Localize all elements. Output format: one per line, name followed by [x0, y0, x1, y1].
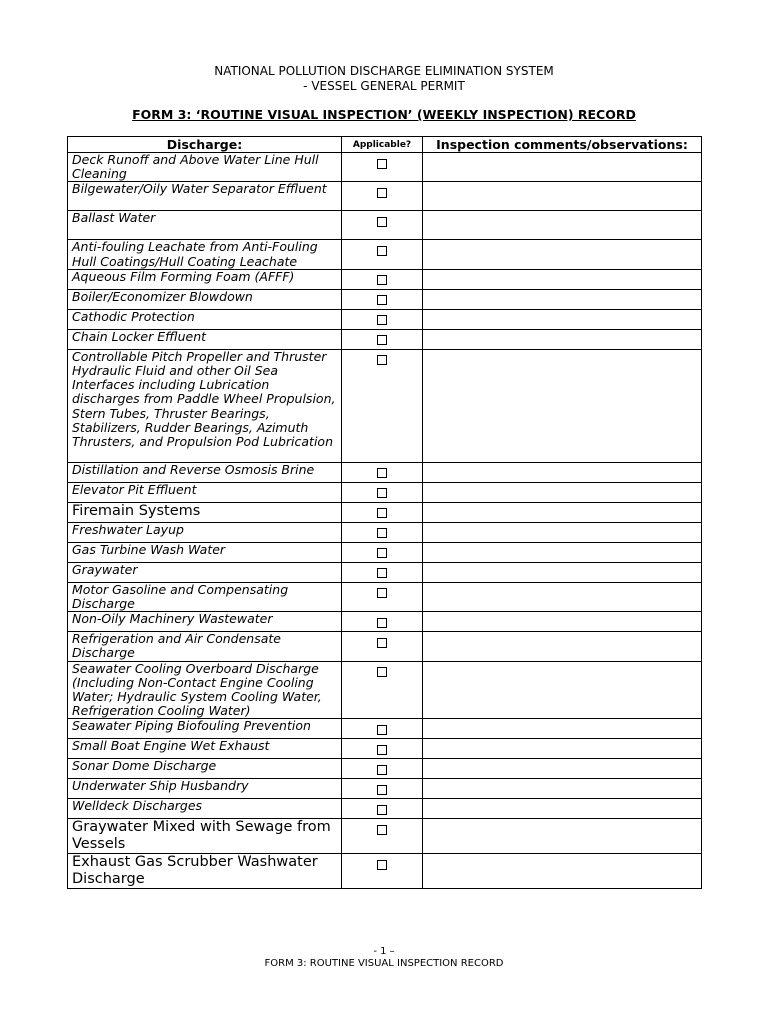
inspection-comment-field[interactable]	[423, 211, 702, 240]
discharge-name: Freshwater Layup	[68, 522, 342, 542]
checkbox-icon[interactable]	[377, 785, 387, 795]
discharge-column-header: Discharge:	[68, 137, 342, 153]
comments-column-header: Inspection comments/observations:	[423, 137, 702, 153]
discharge-name: Sonar Dome Discharge	[68, 759, 342, 779]
inspection-comment-field[interactable]	[423, 240, 702, 269]
checkbox-icon[interactable]	[377, 315, 387, 325]
applicable-cell	[342, 522, 423, 542]
table-row	[68, 612, 702, 632]
table-row	[68, 309, 702, 329]
discharge-name: Elevator Pit Effluent	[68, 482, 342, 502]
table-row	[68, 542, 702, 562]
discharge-name: Bilgewater/Oily Water Separator Effluent	[68, 182, 342, 211]
applicable-cell	[342, 661, 423, 719]
table-row	[68, 522, 702, 542]
discharge-name: Welldeck Discharges	[68, 799, 342, 819]
checkbox-icon[interactable]	[377, 568, 387, 578]
applicable-cell	[342, 799, 423, 819]
inspection-comment-field[interactable]	[423, 542, 702, 562]
inspection-comment-field[interactable]	[423, 462, 702, 482]
discharge-name: Seawater Piping Biofouling Prevention	[68, 719, 342, 739]
table-row	[68, 739, 702, 759]
footer-title: FORM 3: ROUTINE VISUAL INSPECTION RECORD	[264, 958, 504, 969]
discharge-name: Aqueous Film Forming Foam (AFFF)	[68, 269, 342, 289]
inspection-comment-field[interactable]	[423, 482, 702, 502]
checkbox-icon[interactable]	[377, 508, 387, 518]
table-row	[68, 240, 702, 269]
discharge-name: Exhaust Gas Scrubber Washwater Discharge	[68, 854, 342, 889]
checkbox-icon[interactable]	[377, 618, 387, 628]
inspection-comment-field[interactable]	[423, 612, 702, 632]
checkbox-icon[interactable]	[377, 468, 387, 478]
applicable-cell	[342, 240, 423, 269]
table-row	[68, 719, 702, 739]
table-header-row	[68, 137, 702, 153]
table-row	[68, 182, 702, 211]
table-row	[68, 462, 702, 482]
discharge-name: Non-Oily Machinery Wastewater	[68, 612, 342, 632]
table-row	[68, 269, 702, 289]
checkbox-icon[interactable]	[377, 488, 387, 498]
checkbox-icon[interactable]	[377, 765, 387, 775]
inspection-comment-field[interactable]	[423, 661, 702, 719]
applicable-cell	[342, 482, 423, 502]
header-line-2: - VESSEL GENERAL PERMIT	[303, 79, 465, 93]
discharge-name: Graywater Mixed with Sewage from Vessels	[68, 819, 342, 854]
checkbox-icon[interactable]	[377, 275, 387, 285]
table-row	[68, 153, 702, 182]
table-row	[68, 329, 702, 349]
applicable-cell	[342, 632, 423, 661]
form-title: FORM 3: ‘ROUTINE VISUAL INSPECTION’ (WEEKLY INSPECTION) RECORD	[132, 107, 636, 122]
applicable-cell	[342, 854, 423, 889]
applicable-cell	[342, 759, 423, 779]
table-row	[68, 211, 702, 240]
table-row	[68, 562, 702, 582]
applicable-cell	[342, 739, 423, 759]
table-row	[68, 759, 702, 779]
inspection-comment-field[interactable]	[423, 329, 702, 349]
inspection-comment-field[interactable]	[423, 289, 702, 309]
applicable-cell	[342, 269, 423, 289]
checkbox-icon[interactable]	[377, 725, 387, 735]
table-row	[68, 349, 702, 462]
discharge-name: Motor Gasoline and Compensating Discharge	[68, 582, 342, 611]
discharge-name: Deck Runoff and Above Water Line Hull Cleaning	[68, 153, 342, 182]
table-row	[68, 582, 702, 611]
inspection-comment-field[interactable]	[423, 819, 702, 854]
table-row	[68, 482, 702, 502]
discharge-name: Controllable Pitch Propeller and Thruster Hydraulic Fluid and other Oil Sea Interfaces including Lubrication discharges from Paddle Wheel Propulsion, Stern Tubes, Thruster Bearings, Stabilizers, Rudder Bearings, Azimuth Thrusters, and Propulsion Pod Lubrication	[68, 349, 342, 462]
checkbox-icon[interactable]	[377, 860, 387, 870]
applicable-cell	[342, 819, 423, 854]
applicable-cell	[342, 612, 423, 632]
inspection-comment-field[interactable]	[423, 269, 702, 289]
checkbox-icon[interactable]	[377, 246, 387, 256]
table-row	[68, 819, 702, 854]
checkbox-icon[interactable]	[377, 159, 387, 169]
table-row	[68, 502, 702, 522]
header-line-1: NATIONAL POLLUTION DISCHARGE ELIMINATION SYSTEM	[214, 64, 554, 78]
applicable-cell	[342, 153, 423, 182]
checkbox-icon[interactable]	[377, 217, 387, 227]
applicable-cell	[342, 502, 423, 522]
applicable-cell	[342, 289, 423, 309]
inspection-comment-field[interactable]	[423, 153, 702, 182]
discharge-name: Seawater Cooling Overboard Discharge (Including Non-Contact Engine Cooling Water; Hydraulic System Cooling Water, Refrigeration Cooling Water)	[68, 661, 342, 719]
inspection-comment-field[interactable]	[423, 182, 702, 211]
checkbox-icon[interactable]	[377, 548, 387, 558]
page-number: - 1 –	[373, 946, 395, 957]
discharge-name: Chain Locker Effluent	[68, 329, 342, 349]
inspection-comment-field[interactable]	[423, 309, 702, 329]
table-row	[68, 779, 702, 799]
checkbox-icon[interactable]	[377, 825, 387, 835]
inspection-comment-field[interactable]	[423, 582, 702, 611]
inspection-comment-field[interactable]	[423, 739, 702, 759]
checkbox-icon[interactable]	[377, 588, 387, 598]
document-header	[0, 64, 768, 94]
inspection-rows	[68, 153, 702, 889]
inspection-comment-field[interactable]	[423, 759, 702, 779]
checkbox-icon[interactable]	[377, 188, 387, 198]
inspection-comment-field[interactable]	[423, 854, 702, 889]
inspection-table	[67, 136, 702, 889]
discharge-name: Anti-fouling Leachate from Anti-Fouling Hull Coatings/Hull Coating Leachate	[68, 240, 342, 269]
applicable-cell	[342, 582, 423, 611]
inspection-comment-field[interactable]	[423, 349, 702, 462]
applicable-cell	[342, 462, 423, 482]
applicable-cell	[342, 779, 423, 799]
table-row	[68, 289, 702, 309]
applicable-cell	[342, 211, 423, 240]
checkbox-icon[interactable]	[377, 335, 387, 345]
applicable-column-header: Applicable?	[342, 137, 423, 153]
inspection-comment-field[interactable]	[423, 719, 702, 739]
inspection-comment-field[interactable]	[423, 562, 702, 582]
inspection-comment-field[interactable]	[423, 522, 702, 542]
checkbox-icon[interactable]	[377, 638, 387, 648]
applicable-cell	[342, 562, 423, 582]
discharge-name: Graywater	[68, 562, 342, 582]
applicable-cell	[342, 542, 423, 562]
inspection-comment-field[interactable]	[423, 799, 702, 819]
discharge-name: Underwater Ship Husbandry	[68, 779, 342, 799]
applicable-cell	[342, 182, 423, 211]
checkbox-icon[interactable]	[377, 528, 387, 538]
checkbox-icon[interactable]	[377, 355, 387, 365]
inspection-comment-field[interactable]	[423, 779, 702, 799]
table-row	[68, 661, 702, 719]
discharge-name: Gas Turbine Wash Water	[68, 542, 342, 562]
discharge-name: Ballast Water	[68, 211, 342, 240]
discharge-name: Firemain Systems	[68, 502, 342, 522]
inspection-comment-field[interactable]	[423, 502, 702, 522]
table-row	[68, 632, 702, 661]
checkbox-icon[interactable]	[377, 745, 387, 755]
discharge-name: Distillation and Reverse Osmosis Brine	[68, 462, 342, 482]
applicable-cell	[342, 719, 423, 739]
discharge-name: Small Boat Engine Wet Exhaust	[68, 739, 342, 759]
applicable-cell	[342, 329, 423, 349]
inspection-comment-field[interactable]	[423, 632, 702, 661]
table-row	[68, 799, 702, 819]
table-row	[68, 854, 702, 889]
applicable-cell	[342, 309, 423, 329]
applicable-cell	[342, 349, 423, 462]
discharge-name: Boiler/Economizer Blowdown	[68, 289, 342, 309]
discharge-name: Refrigeration and Air Condensate Discharge	[68, 632, 342, 661]
checkbox-icon[interactable]	[377, 805, 387, 815]
discharge-name: Cathodic Protection	[68, 309, 342, 329]
checkbox-icon[interactable]	[377, 295, 387, 305]
checkbox-icon[interactable]	[377, 667, 387, 677]
